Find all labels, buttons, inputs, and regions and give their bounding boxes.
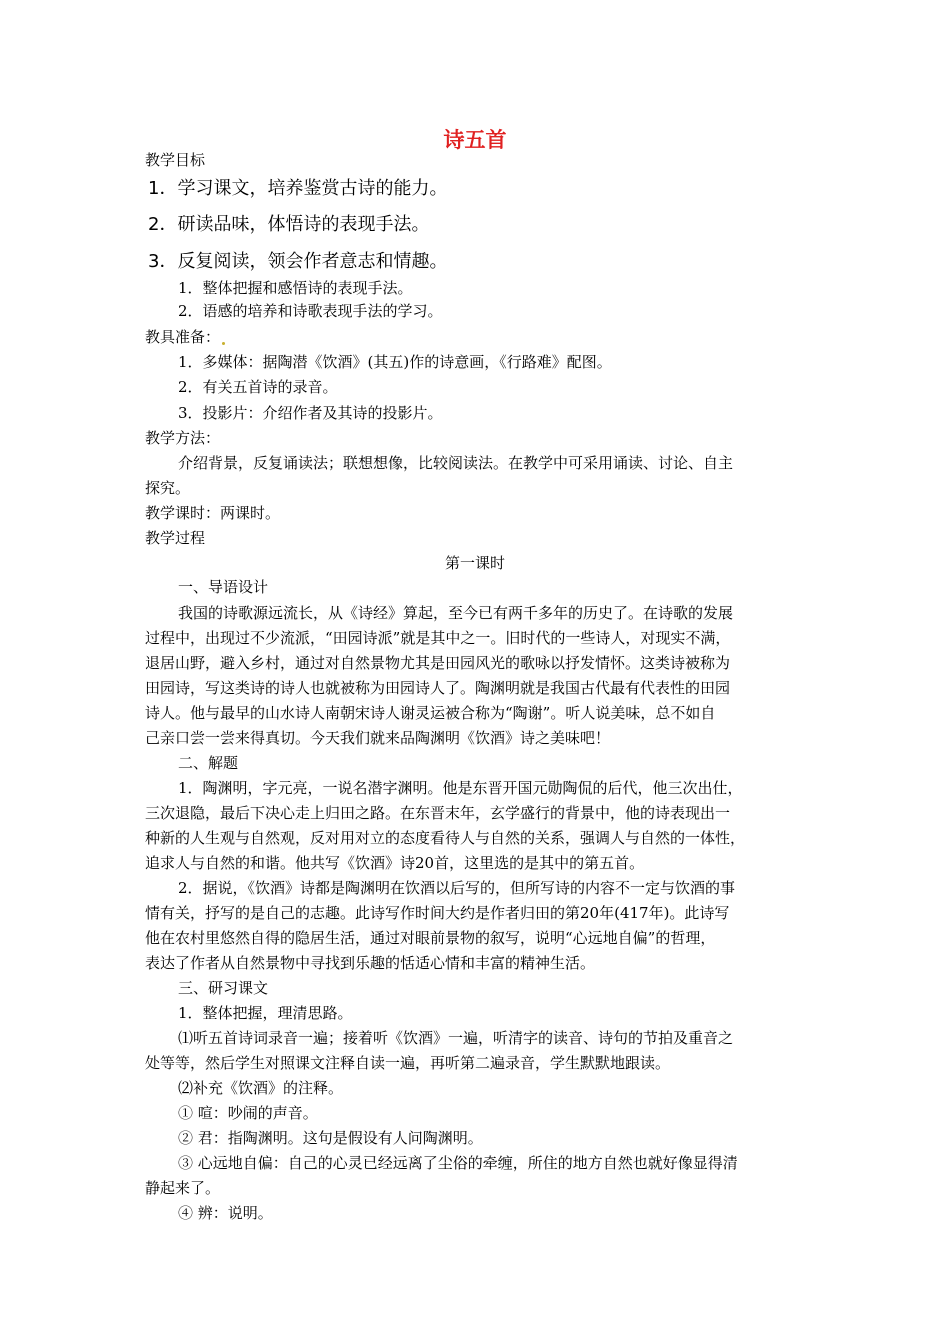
- intro-line-3: 退居山野，避入乡村，通过对自然景物尤其是田园风光的歌咏以抒发情怀。这类诗被称为: [145, 654, 731, 672]
- class-hours: 教学课时：两课时。: [145, 504, 281, 522]
- section-heading-explain: 二、解题: [178, 754, 239, 772]
- tool-2: 2．有关五首诗的录音。: [178, 378, 338, 396]
- explain1-line-2: 三次退隐，最后下决心走上归田之路。在东晋末年，玄学盛行的背景中，他的诗表现出一: [145, 804, 731, 822]
- intro-line-6: 己亲口尝一尝来得真切。今天我们就来品陶渊明《饮酒》诗之美味吧！: [145, 729, 611, 747]
- note-2: ② 君：指陶渊明。这句是假设有人问陶渊明。: [178, 1129, 483, 1147]
- note3-line-1: ③ 心远地自偏：自己的心灵已经远离了尘俗的牵缠，所住的地方自然也就好像显得清: [178, 1154, 738, 1172]
- process-heading: 教学过程: [145, 529, 206, 547]
- explain2-line-2: 情有关，抒写的是自己的志趣。此诗写作时间大约是作者归田的第20年(417年)。此诗写: [145, 904, 730, 922]
- study2-heading: ⑵补充《饮酒》的注释。: [178, 1079, 344, 1097]
- focus-point-2: 2．语感的培养和诗歌表现手法的学习。: [178, 302, 443, 320]
- objective-3: 3．反复阅读，领会作者意志和情趣。: [148, 251, 448, 272]
- explain1-line-4: 追求人与自然的和谐。他共写《饮酒》诗20首，这里选的是其中的第五首。: [145, 854, 645, 872]
- method-line-2: 探究。: [145, 479, 191, 497]
- explain1-line-3: 种新的人生观与自然观，反对用对立的态度看待人与自然的关系，强调人与自然的一体性，: [145, 829, 746, 847]
- intro-line-5: 诗人。他与最早的山水诗人南朝宋诗人谢灵运被合称为“陶谢”。听人说美味，总不如自: [145, 704, 716, 722]
- study1-line-1: ⑴听五首诗词录音一遍；接着听《饮酒》一遍，听清字的读音、诗句的节拍及重音之: [178, 1029, 734, 1047]
- intro-line-2: 过程中，出现过不少流派，“田园诗派”就是其中之一。旧时代的一些诗人，对现实不满，: [145, 629, 731, 647]
- method-line-1: 介绍背景，反复诵读法；联想想像，比较阅读法。在教学中可采用诵读、讨论、自主: [178, 454, 734, 472]
- intro-line-1: 我国的诗歌源远流长，从《诗经》算起，至今已有两千多年的历史了。在诗歌的发展: [178, 604, 734, 622]
- objective-2: 2．研读品味，体悟诗的表现手法。: [148, 214, 430, 235]
- note-1: ① 喧：吵闹的声音。: [178, 1104, 318, 1122]
- page-title: 诗五首: [443, 128, 507, 152]
- lesson-heading: 第一课时: [444, 554, 505, 572]
- section-heading-intro: 一、导语设计: [178, 578, 269, 596]
- intro-line-4: 田园诗，写这类诗的诗人也就被称为田园诗人了。陶渊明就是我国古代最有代表性的田园: [145, 679, 731, 697]
- explain2-line-4: 表达了作者从自然景物中寻找到乐趣的恬适心情和丰富的精神生活。: [145, 954, 596, 972]
- focus-point-1: 1．整体把握和感悟诗的表现手法。: [178, 279, 413, 297]
- goals-heading: 教学目标: [145, 151, 206, 169]
- section-heading-study: 三、研习课文: [178, 979, 269, 997]
- method-heading: 教学方法：: [145, 429, 221, 447]
- note-4: ④ 辨：说明。: [178, 1204, 273, 1222]
- tool-3: 3．投影片：介绍作者及其诗的投影片。: [178, 404, 443, 422]
- study1-line-2: 处等等，然后学生对照课文注释自读一遍，再听第二遍录音，学生默默地跟读。: [145, 1054, 671, 1072]
- explain1-line-1: 1．陶渊明，字元亮，一说名潜字渊明。他是东晋开国元勋陶侃的后代，他三次出仕，: [178, 779, 743, 797]
- note3-line-2: 静起来了。: [145, 1179, 221, 1197]
- tools-heading: 教具准备：: [145, 327, 225, 347]
- objective-1: 1．学习课文，培养鉴赏古诗的能力。: [148, 178, 448, 199]
- tool-1: 1．多媒体：据陶潜《饮酒》(其五)作的诗意画，《行路难》配图。: [178, 353, 612, 371]
- study-heading: 1．整体把握，理清思路。: [178, 1004, 353, 1022]
- explain2-line-3: 他在农村里悠然自得的隐居生活，通过对眼前景物的叙写，说明“心远地自偏”的哲理，: [145, 929, 716, 947]
- explain2-line-1: 2．据说，《饮酒》诗都是陶渊明在饮酒以后写的，但所写诗的内容不一定与饮酒的事: [178, 879, 736, 897]
